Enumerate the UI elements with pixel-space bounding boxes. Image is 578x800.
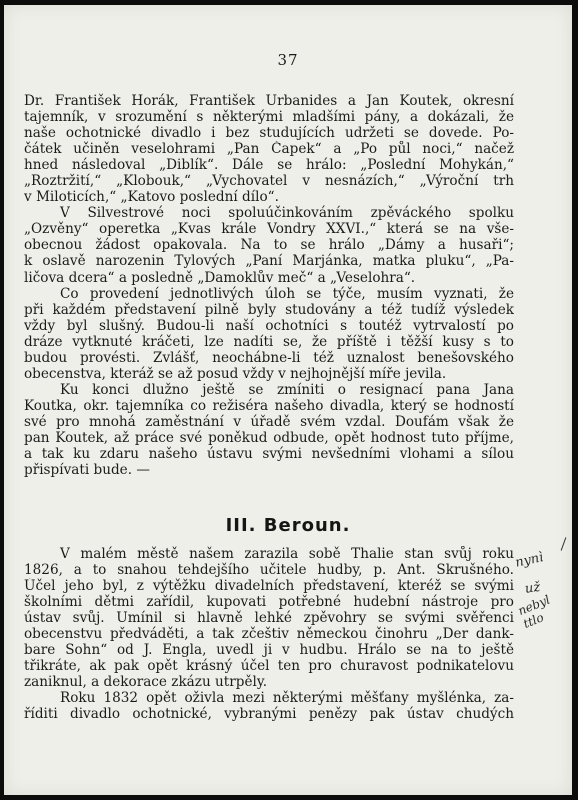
- text-line: tajemník, v srozumění s některými mladšími pány, a dokázali, že: [24, 109, 514, 126]
- text-line: obecenstvu předváděti, a tak zčeštiv německou činohru „Der dank-: [24, 626, 514, 643]
- text-line: přispívati bude. —: [24, 462, 150, 479]
- handwritten-note-1: nynì: [514, 550, 545, 571]
- text-line: Ku konci dlužno ještě se zmíniti o resignací pana Jana: [60, 381, 514, 398]
- text-line: dráze vytknuté kráčeti, lze nadíti se, že příště i těžší kusy s to: [24, 333, 514, 350]
- text-line: pan Koutek, až práce své poněkud odbude, opět hodnost tuto příjme,: [24, 429, 514, 446]
- text-line: školními dětmi zařídil, kupovati potřebné hudební nástroje pro: [24, 594, 514, 611]
- section-heading: III. Beroun.: [225, 515, 351, 536]
- text-line: hned následoval „Diblík“. Dále se hrálo: „Poslední Mohykán,“: [24, 157, 514, 174]
- handwritten-note-3: nebyl ttlo: [516, 592, 552, 631]
- text-line: třikráte, ak pak opět krásný účel ten pro churavost podnikatelovu: [24, 658, 514, 675]
- text-line: vždy byl slušný. Budou-li naší ochotníci s toutéž vytrvalostí po: [24, 317, 514, 334]
- text-line: a tak ku zdaru našeho ústavu svými nevšedními vlohami a sílou: [24, 446, 514, 463]
- text-line: bare Sohn“ od J. Engla, uvedl ji v hudbu. Hrálo se na to ještě: [24, 642, 514, 659]
- text-line: obecnou žádost opakovala. Na to se hrálo „Dámy a husaři“;: [24, 237, 514, 254]
- text-line: čátek učiněn veselohrami „Pan Čapek“ a „Po půl noci,“ načež: [24, 141, 514, 158]
- text-line: ličova dcera“ a posledně „Damoklův meč“ a „Veselohra“.: [24, 269, 416, 286]
- body-text-top: [24, 93, 514, 478]
- text-line: říditi divadlo ochotnické, vybranými penězy pak ústav chudých: [24, 706, 514, 723]
- body-text-bottom: [24, 546, 514, 723]
- text-line: k oslavě narozenin Tylových „Paní Marjánka, matka pluku“, „Pa-: [24, 253, 514, 270]
- text-line: 1826, a to snahou tehdejšího učitele hudby, p. Ant. Skrušného.: [24, 562, 514, 579]
- text-line: budou provésti. Zvlášť, neochábne-li též uznalost benešovského: [24, 349, 514, 366]
- text-line: při každém představení pilně byly studovány a též tudíž výsledek: [24, 301, 514, 318]
- text-line: Koutka, okr. tajemníka co režiséra našeho divadla, který se hodností: [24, 397, 514, 414]
- text-line: Dr. František Horák, František Urbanides a Jan Koutek, okresní: [24, 93, 514, 109]
- page-number: 37: [277, 51, 299, 69]
- text-line: „Roztržití,“ „Klobouk,“ „Vychovatel v nesnázích,“ „Výroční trh: [24, 173, 514, 190]
- text-line: ústav svůj. Umínil si hlavně lehké zpěvohry se svými svěřenci: [24, 610, 514, 627]
- margin-mark: [561, 537, 567, 550]
- text-line: V Silvestrové noci spoluúčinkováním zpěváckého spolku: [60, 205, 514, 222]
- text-line: Co provedení jednotlivých úloh se týče, musím vyznati, že: [60, 285, 514, 302]
- text-line: obecenstva, kteráž se až posud vždy v nejhojnější míře jevila.: [24, 365, 447, 382]
- handwritten-note-2: už: [524, 579, 542, 597]
- text-line: naše ochotnické divadlo i bez studujících udržeti se dovede. Po-: [24, 125, 514, 142]
- text-line: Roku 1832 opět oživla mezi některými měšťany myšlénka, za-: [60, 690, 514, 707]
- text-line: Účel jeho byl, z výtěžku divadelních představení, kteréž se svými: [24, 578, 514, 595]
- text-line: zaniknul, a dekorace zkázu utrpěly.: [24, 674, 268, 691]
- text-line: „Ozvěny“ operetka „Kvas krále Vondry XXVI.,“ která se na vše-: [24, 221, 514, 238]
- text-line: V malém městě našem zarazila sobě Thalie stan svůj roku: [60, 546, 514, 562]
- text-line: své pro mnohá zaměstnání v úřadě svém vzdal. Doufám však že: [24, 413, 514, 430]
- text-line: v Miloticích,“ „Katovo poslední dílo“.: [24, 189, 279, 206]
- book-page: [4, 5, 572, 795]
